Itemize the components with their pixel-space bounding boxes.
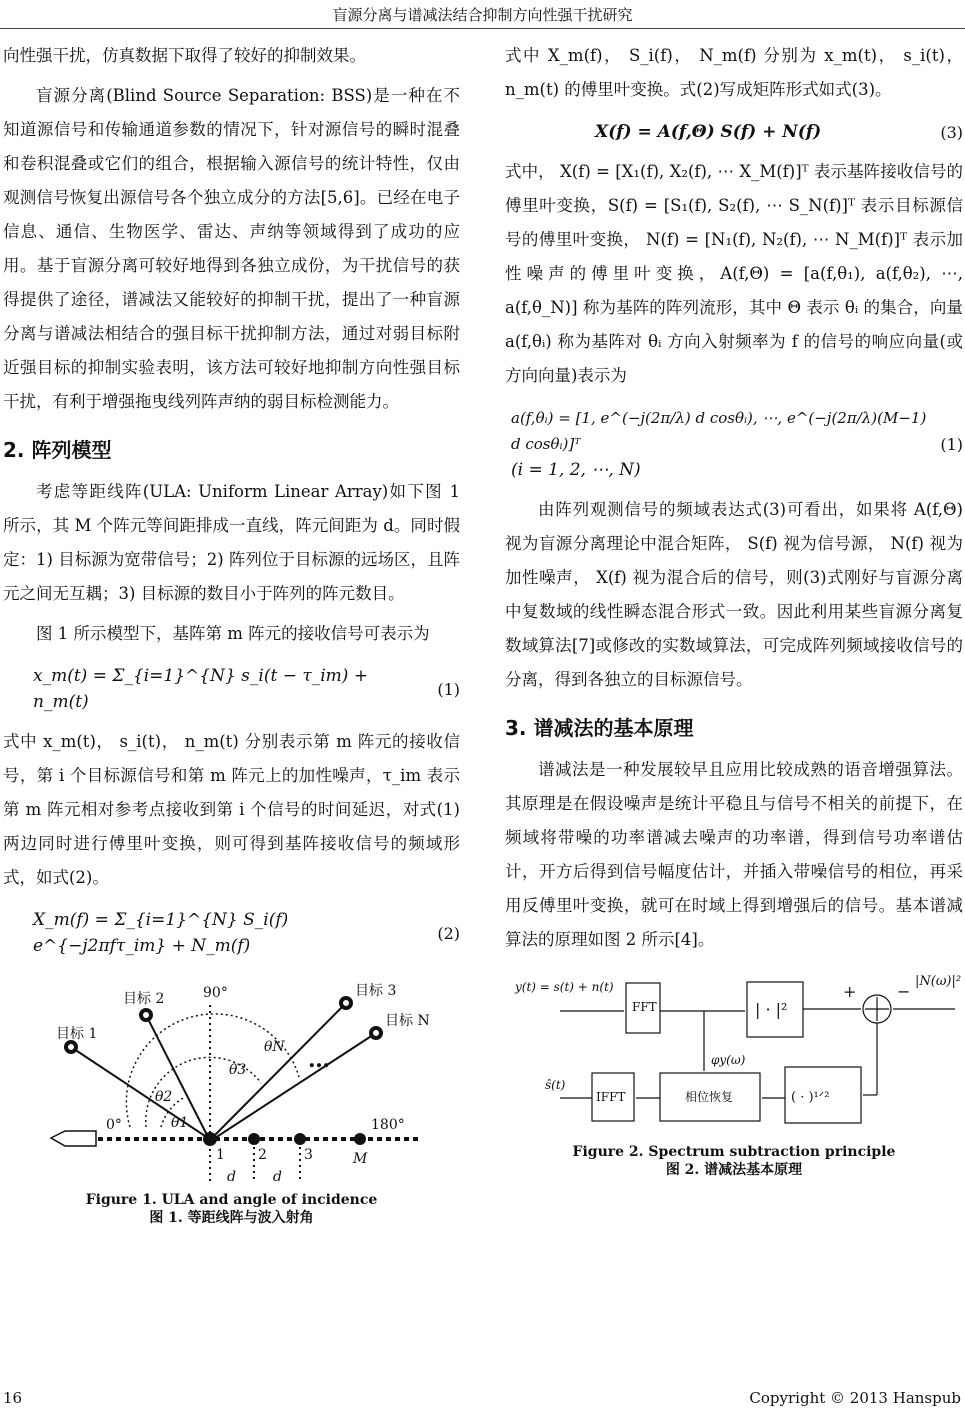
figure-1-diagram <box>3 975 460 1187</box>
equation-row <box>3 663 460 715</box>
spacing-d-label: d <box>227 1169 236 1185</box>
target-1-label: 目标 1 <box>56 1026 98 1042</box>
equation-number: (2) <box>437 923 460 943</box>
two-column-body <box>0 29 965 1227</box>
paragraph: 谱减法是一种发展较早且应用比较成熟的语音增强算法。其原理是在假设噪声是统计平稳且与信号不相关的前提下，在频域将带噪的功率谱减去噪声的功率谱，得到信号功率谱估计，开方后得到信号幅度估计，并插入带噪信号的相位，再采用反傅里叶变换，就可在时域上得到增强后的信号。基本谱减算法的原理如图 2 所示[4]。 <box>505 760 963 949</box>
target-3-label: 目标 3 <box>355 983 397 999</box>
paragraph: 式中 x_m(t)， s_i(t)， n_m(t) 分别表示第 m 阵元的接收信号，第 i 个目标源信号和第 m 阵元上的加性噪声，τ_im 表示第 m 阵元相对参考点接收到第 i 个信号的时间延迟，对式(1)两边同时进行傅里叶变换，则可得到基阵接收信号的频域形式，如式(2)。 <box>3 732 460 887</box>
right-column <box>505 39 963 1227</box>
ifft-block: IFFT <box>596 1090 626 1104</box>
theta-3-label: θ3 <box>229 1062 247 1078</box>
equation-index: (i = 1, 2, ⋯, N) <box>511 460 641 480</box>
figure-1-caption-en: Figure 1. ULA and angle of incidence <box>85 1192 378 1208</box>
section-heading: 3. 谱减法的基本原理 <box>505 716 694 740</box>
equation: X(f) = A(f,Θ) S(f) + N(f) <box>595 122 822 142</box>
angle-180-label: 180° <box>371 1117 405 1133</box>
input-signal-label: y(t) = s(t) + n(t) <box>515 980 614 994</box>
paragraph: 式中 X_m(f)， S_i(f)， N_m(f) 分别为 x_m(t)， s_i(t)， n_m(t) 的傅里叶变换。式(2)写成矩阵形式如式(3)。 <box>505 46 963 99</box>
square-root-block: ( · )¹ᐟ² <box>791 1090 830 1105</box>
plus-sign: + <box>843 982 857 1001</box>
paragraph: 由阵列观测信号的频域表达式(3)可看出，如果将 A(f,Θ) 视为盲源分离理论中混合矩阵， S(f) 视为信号源， N(f) 视为加性噪声， X(f) 视为混合后的信号，则(3)式刚好与盲源分离中复数域的线性瞬态混合形式一致。因此利用某些盲源分离复数域算法[7]或修改的实数域算法，可完成阵列频域接收信号的分离，得到各独立的目标源信号。 <box>505 500 963 689</box>
element-m-label: M <box>353 1151 368 1167</box>
angle-90-label: 90° <box>203 985 228 1001</box>
left-column <box>3 39 460 1227</box>
minus-sign: − <box>897 982 911 1001</box>
phase-recovery-block: 相位恢复 <box>685 1090 734 1104</box>
equation-row <box>3 907 460 959</box>
ellipsis: … <box>308 1047 330 1073</box>
paragraph: 式中， X(f) = [X₁(f), X₂(f), ⋯ X_M(f)]ᵀ 表示基阵接收信号的傅里叶变换，S(f) = [S₁(f), S₂(f), ⋯ S_N(f)]ᵀ 表示目标源信号的傅里叶变换， N(f) = [N₁(f), N₂(f), ⋯ N_M(f)]ᵀ 表示加性噪声的傅里叶变换，A(f,Θ) = [a(f,θ₁), a(f,θ₂), ⋯, a(f,θ_N)] 称为基阵的阵列流形，其中 Θ 表示 θᵢ 的集合，向量 a(f,θᵢ) 称为基阵对 θᵢ 方向入射频率为 f 的信号的响应向量(或方向向量)表示为 <box>505 162 963 385</box>
magnitude-squared-block: | · |² <box>755 1000 788 1019</box>
figure-1-caption-zh: 图 1. 等距线阵与波入射角 <box>149 1210 314 1226</box>
equation: x_m(t) = Σ_{i=1}^{N} s_i(t − τ_im) + n_m(t) <box>33 666 369 712</box>
running-header: 盲源分离与谱减法结合抑制方向性强干扰研究 <box>0 0 965 29</box>
paragraph: 向性强干扰，仿真数据下取得了较好的抑制效果。 <box>3 46 366 65</box>
spacing-d-label: d <box>273 1169 282 1185</box>
equation: X_m(f) = Σ_{i=1}^{N} S_i(f) e^{−j2πfτ_im} + N_m(f) <box>33 910 289 956</box>
equation-number: (1) <box>437 679 460 699</box>
equation: a(f,θᵢ) = [1, e^(−j(2π/λ) d cosθᵢ), ⋯, e^(−j(2π/λ)(M−1) d cosθᵢ)]ᵀ <box>511 409 927 453</box>
equation-number: (3) <box>940 122 963 142</box>
copyright: Copyright © 2013 Hanspub <box>749 1389 961 1407</box>
equation-row <box>505 119 963 145</box>
element-1-label: 1 <box>216 1147 225 1163</box>
phase-label: φy(ω) <box>711 1053 746 1067</box>
figure-2-caption-en: Figure 2. Spectrum subtraction principle <box>572 1144 896 1160</box>
paragraph: 图 1 所示模型下，基阵第 m 阵元的接收信号可表示为 <box>36 624 430 643</box>
output-signal-label: ŝ(t) <box>545 1078 566 1092</box>
paragraph: 考虑等距线阵(ULA: Uniform Linear Array)如下图 1 所示，其 M 个阵元等间距排成一直线，阵元间距为 d。同时假定：1) 目标源为宽带信号；2) 阵列位于目标源的远场区，且阵元之间无互耦；3) 目标源的数目小于阵列的阵元数目。 <box>3 482 460 603</box>
target-2-label: 目标 2 <box>123 991 165 1007</box>
equation-stack <box>505 405 928 483</box>
figure-2-diagram <box>505 969 963 1139</box>
theta-n-label: θN <box>264 1039 285 1055</box>
noise-spectrum-label: |N(ω)|² <box>915 974 962 989</box>
figure-2-caption-zh: 图 2. 谱减法基本原理 <box>665 1162 803 1178</box>
theta-2-label: θ2 <box>155 1089 173 1105</box>
equation-number: (1) <box>940 434 963 454</box>
element-3-label: 3 <box>304 1147 313 1163</box>
angle-0-label: 0° <box>106 1117 122 1133</box>
theta-1-label: θ1 <box>171 1115 189 1131</box>
footer <box>0 1388 965 1414</box>
fft-block: FFT <box>632 1000 657 1014</box>
paragraph: 盲源分离(Blind Source Separation: BSS)是一种在不知道源信号和传输通道参数的情况下，针对源信号的瞬时混叠和卷积混叠或它们的组合，根据输入源信号的统计特性，仅由观测信号恢复出源信号各个独立成分的方法[5,6]。已经在电子信息、通信、生物医学、雷达、声纳等领域得到了成功的应用。基于盲源分离可较好地得到各独立成份，为干扰信号的获得提供了途径，谱减法又能较好的抑制干扰，提出了一种盲源分离与谱减法相结合的强目标干扰抑制方法，通过对弱目标附近强目标的抑制实验表明，该方法可较好地抑制方向性强目标干扰，有利于增强拖曳线列阵声纳的弱目标检测能力。 <box>3 86 460 411</box>
page-number: 16 <box>3 1389 23 1407</box>
equation-row <box>505 405 963 483</box>
target-n-label: 目标 N <box>385 1013 430 1029</box>
section-heading: 2. 阵列模型 <box>3 438 112 462</box>
element-2-label: 2 <box>258 1147 267 1163</box>
